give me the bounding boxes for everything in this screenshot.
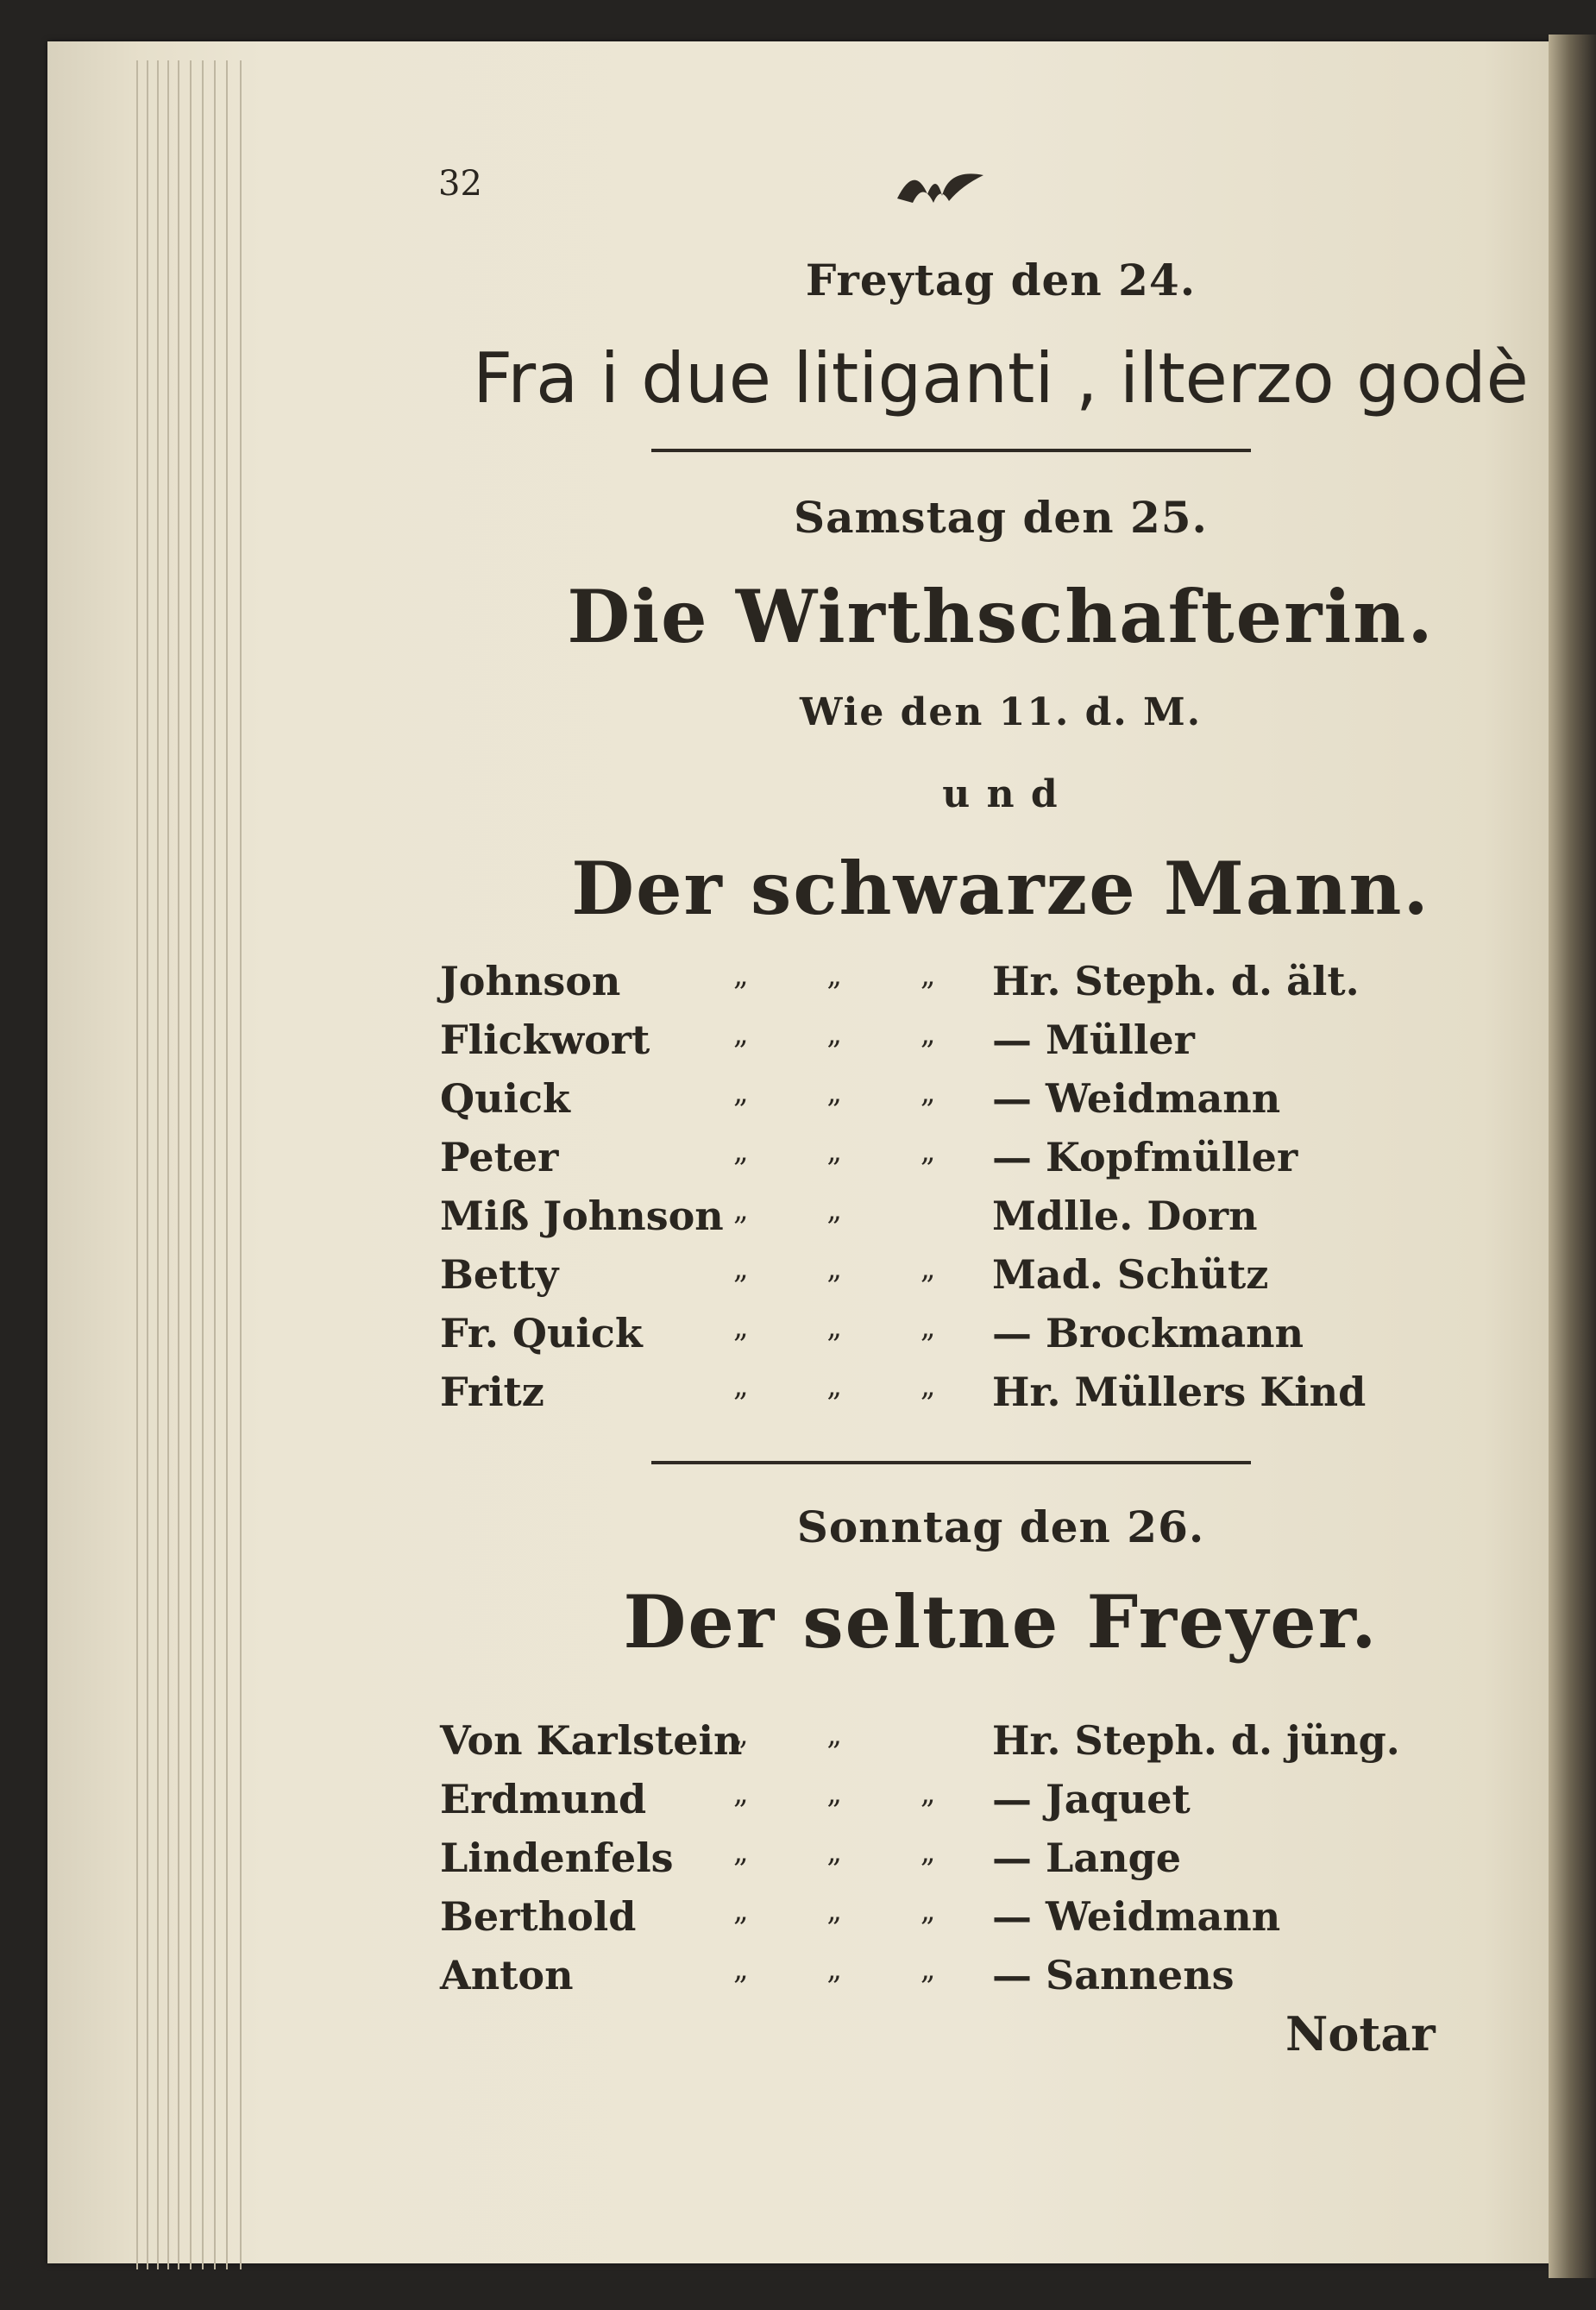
ditto-marks: „ „ „ [733,958,971,992]
cast-role: Quick [440,1075,570,1122]
cast-role: Fritz [440,1369,544,1415]
ditto-marks: „ „ „ [733,1776,971,1810]
conjunction: u n d [942,772,1059,816]
cast-actor: Hr. Steph. d. jüng. [992,1717,1400,1764]
date-friday: Freytag den 24. [805,255,1197,305]
date-sunday: Sonntag den 26. [796,1501,1205,1552]
play-title-saturday-2: Der schwarze Mann. [571,846,1430,931]
cast-role: Flickwort [440,1017,650,1063]
catchword: Notar [1285,2006,1436,2061]
ditto-marks: „ „ „ [733,1310,971,1344]
cast-role: Erdmund [440,1776,647,1822]
section-divider [651,1461,1251,1464]
ditto-marks: „ „ „ [733,1835,971,1869]
date-saturday: Samstag den 25. [794,492,1208,543]
cast-role: Von Karlstein [440,1717,743,1764]
ditto-marks: „ „ [733,1717,877,1752]
cast-actor: Mad. Schütz [992,1251,1269,1298]
cast-role: Fr. Quick [440,1310,643,1356]
cast-role: Berthold [440,1893,637,1940]
cast-actor: — Müller [992,1017,1195,1063]
cast-role: Peter [440,1134,559,1180]
ditto-marks: „ „ „ [733,1075,971,1110]
cast-actor: — Kopfmüller [992,1134,1298,1180]
page-number: 32 [438,164,482,204]
cast-role: Betty [440,1251,559,1298]
cast-actor: Hr. Müllers Kind [992,1369,1367,1415]
cast-actor: — Weidmann [992,1075,1281,1122]
ditto-marks: „ „ „ [733,1134,971,1168]
cast-actor: — Jaquet [992,1776,1191,1822]
play-title-friday: Fra i due litiganti , ilterzo godè [473,338,1529,419]
ditto-marks: „ „ „ [733,1251,971,1286]
cast-role: Johnson [440,958,621,1004]
section-divider [651,449,1251,452]
cast-actor: Mdlle. Dorn [992,1193,1258,1239]
ditto-marks: „ „ „ [733,1369,971,1403]
cast-actor: — Sannens [992,1952,1235,1998]
play-title-saturday-1: Die Wirthschafterin. [567,574,1435,659]
cast-actor: — Brockmann [992,1310,1304,1356]
cast-actor: Hr. Steph. d. ält. [992,958,1360,1004]
ditto-marks: „ „ „ [733,1893,971,1928]
page-edges [95,60,267,2269]
cast-actor: — Weidmann [992,1893,1281,1940]
leaf-ornament-icon [889,160,992,211]
ditto-marks: „ „ „ [733,1017,971,1051]
play-title-sunday: Der seltne Freyer. [623,1579,1379,1665]
performance-note: Wie den 11. d. M. [799,690,1203,734]
cast-actor: — Lange [992,1835,1182,1881]
cast-role: Lindenfels [440,1835,674,1881]
cast-role: Miß Johnson [440,1193,724,1239]
cast-role: Anton [440,1952,574,1998]
ditto-marks: „ „ „ [733,1952,971,1986]
ditto-marks: „ „ [733,1193,877,1227]
